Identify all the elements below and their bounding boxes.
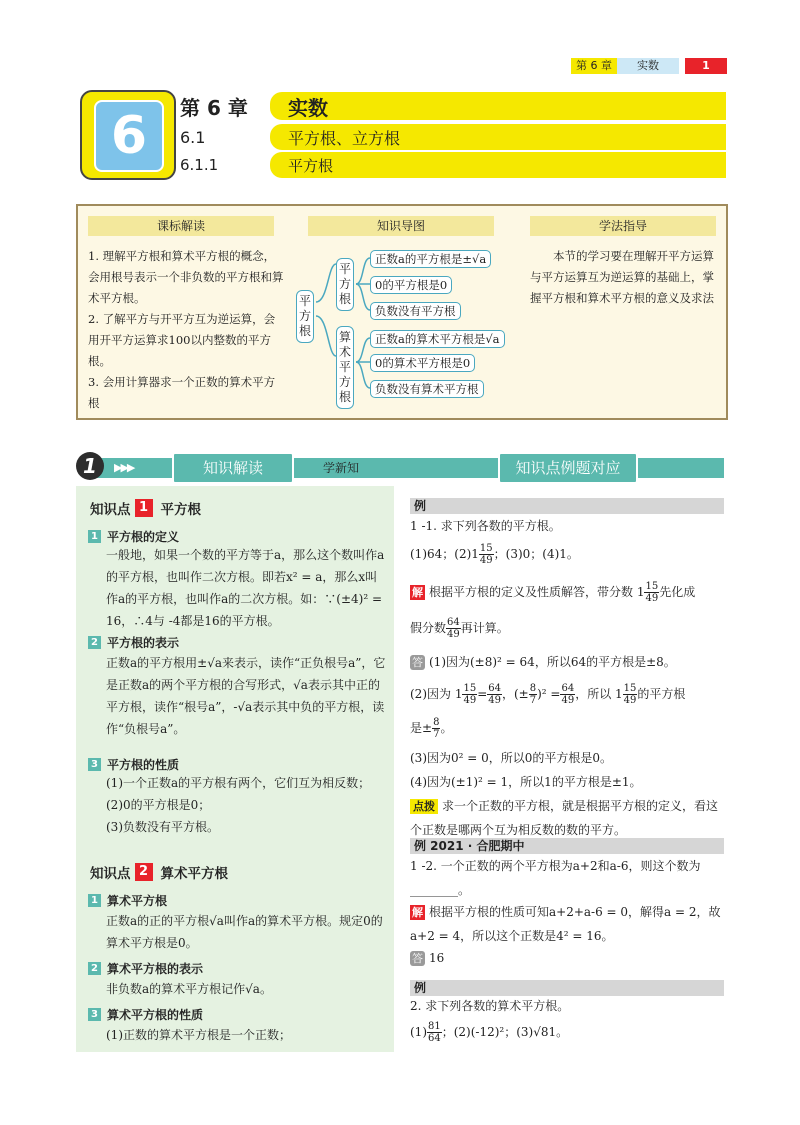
chapter-digit: 6: [94, 100, 164, 172]
example-1-solution-2: 假分数 $\frac{64}{49}$ 再计算。: [410, 617, 509, 640]
sub-heading-arith: 1 算术平方根: [88, 892, 167, 909]
badge-chapter: 第 6 章: [571, 58, 617, 74]
knowledge-point-2: 知识点 2 算术平方根: [90, 864, 228, 882]
arith-notation-text: 非负数a的算术平方根记作√a。: [106, 982, 272, 996]
kp1-prefix: 知识点: [90, 502, 131, 518]
dianbo-tag: 点拨: [410, 799, 438, 814]
knowledge-point-1: [90, 498, 201, 518]
example-1-answer-3: (3)因为0² = 0，所以0的平方根是0。: [410, 751, 613, 765]
example-1-answer-1: 答 (1)因为(±8)² = 64，所以64的平方根是±8。: [412, 655, 676, 669]
banner-label-learn: 学新知: [322, 461, 359, 475]
dianbo-note: 点拨 求一个正数的平方根，就是根据平方根的定义，看这个正数是哪两个互为相反数的数的平方。: [410, 799, 719, 837]
curriculum-line-1: 1. 理解平方根和算术平方根的概念，会用根号表示一个非负数的平方根和算术平方根。: [88, 249, 284, 305]
example-1-solution: 解 根据平方根的定义及性质解答，带分数 1 $\frac{15}{49}$ 先化成: [412, 581, 696, 604]
example-1-items: (1)64；(2)1 $\frac{15}{49}$ ；(3)0；(4)1。: [410, 543, 579, 566]
properties-text: (1)一个正数a的平方根有两个，它们互为相反数； (2)0的平方根是0； (3)负数没有平方根。: [106, 776, 371, 834]
mindmap-leaf-2: 0的平方根是0: [370, 276, 452, 294]
arith-text: 正数a的正的平方根√a叫作a的算术平方根。规定0的算术平方根是0。: [106, 914, 383, 950]
sub-heading-arith-properties: 3 算术平方根的性质: [88, 1006, 203, 1023]
sub-heading-definition: 1 平方根的定义: [88, 528, 179, 545]
overview-heading-mindmap: 知识导图: [308, 216, 494, 236]
mindmap-leaf-4: 正数a的算术平方根是√a: [370, 330, 505, 348]
mindmap-leaf-3: 负数没有平方根: [370, 302, 461, 320]
jie-tag: 解: [412, 586, 423, 599]
chapter-badge: [571, 58, 727, 74]
header-subsection-title: 平方根: [270, 152, 726, 178]
mindmap-branch-square-root: 平方根: [336, 258, 354, 311]
overview-heading-curriculum: 课标解读: [88, 216, 274, 236]
example-1-answer-4: (4)因为(±1)² = 1，所以1的平方根是±1。: [410, 775, 642, 789]
example-2-answer: 答 16: [412, 951, 445, 965]
section-number: 1: [76, 452, 104, 480]
example-1-answer-2: (2)因为 1 $\frac{15}{49}$ = $\frac{64}{49}$ ，(± $\frac{8}{7}$ )² = $\frac{64}{49}$ ，所以 1 $\frac{15}{49}$ 的平方根: [410, 683, 686, 706]
section-banner: [76, 454, 724, 482]
curriculum-line-2: 2. 了解平方与开平方互为逆运算，会用开平方运算求100以内整数的平方根。: [88, 312, 276, 368]
example-column: [402, 486, 724, 1052]
header-chapter-num: 第 6 章: [180, 95, 248, 120]
example-2-label: 例 2021 · 合肥期中: [410, 838, 724, 854]
notation-text: 正数a的平方根用±√a来表示，读作“正负根号a”，它是正数a的两个平方根的合写形式，√a表示其中正的平方根，读作“根号a”，-√a表示其中负的平方根，读作“负根号a”。: [106, 656, 386, 736]
header-section-title: 平方根、立方根: [270, 124, 726, 150]
arrows-icon: ▶▶▶: [114, 461, 134, 474]
sub-heading-arith-notation: 2 算术平方根的表示: [88, 960, 203, 977]
example-3-question: 2. 求下列各数的算术平方根。: [410, 999, 570, 1013]
chapter-header: [76, 88, 726, 184]
knowledge-column: [76, 486, 394, 1052]
example-2-solution: 解 根据平方根的性质可知a+2+a-6 = 0，解得a = 2，故a+2 = 4，所以这个正数是4² = 16。: [410, 905, 721, 943]
banner-label-knowledge: 知识解读: [172, 452, 294, 484]
overview-heading-method: 学法指导: [530, 216, 716, 236]
sub-heading-properties: 3 平方根的性质: [88, 756, 179, 773]
kp1-number: 1: [135, 499, 153, 517]
example-1-question: 1 -1. 求下列各数的平方根。: [410, 519, 561, 533]
mindmap-leaf-1: 正数a的平方根是±√a: [370, 250, 491, 268]
mindmap-leaf-5: 0的算术平方根是0: [370, 354, 475, 372]
arith-properties-text: (1)正数的算术平方根是一个正数；: [106, 1028, 291, 1042]
sub-heading-notation: 2 平方根的表示: [88, 634, 179, 651]
badge-title: 实数: [617, 58, 679, 74]
header-subsection-num: 6.1.1: [180, 156, 219, 174]
overview-box: [76, 204, 728, 420]
chapter-emblem: [80, 90, 176, 180]
page-number: 1: [685, 58, 727, 74]
header-chapter-title: 实数: [270, 92, 726, 120]
example-2-question: 1 -2. 一个正数的两个平方根为a+2和a-6，则这个数为________。: [410, 859, 701, 897]
example-3-label: 例: [410, 980, 724, 996]
method-text: 本节的学习要在理解开平方运算与平方运算互为逆运算的基础上，掌握平方根和算术平方根的意义及求法: [530, 249, 714, 305]
example-1-label: 例: [410, 498, 724, 514]
da-tag: 答: [412, 656, 423, 669]
mindmap-branch-arith-root: 算术平方根: [336, 326, 354, 409]
header-section-num: 6.1: [180, 127, 206, 147]
mindmap-root: 平方根: [296, 290, 314, 343]
curriculum-line-3: 3. 会用计算器求一个正数的算术平方根: [88, 375, 276, 410]
mindmap-leaf-6: 负数没有算术平方根: [370, 380, 484, 398]
example-3-items: (1) $\frac{81}{64}$ ；(2)(-12)²；(3)√81。: [410, 1021, 569, 1044]
banner-label-examples: 知识点例题对应: [498, 452, 638, 484]
kp1-title: 平方根: [160, 502, 201, 518]
definition-text: 一般地，如果一个数的平方等于a，那么这个数叫作a的平方根，也叫作二次方根。即若x² = a，那么x叫作a的平方根，也叫作a的二次方根。如：∵(±4)² = 16，∴4与 -4都是16的平方根。: [106, 548, 385, 628]
example-1-answer-2b: 是± $\frac{8}{7}$ 。: [410, 717, 453, 740]
